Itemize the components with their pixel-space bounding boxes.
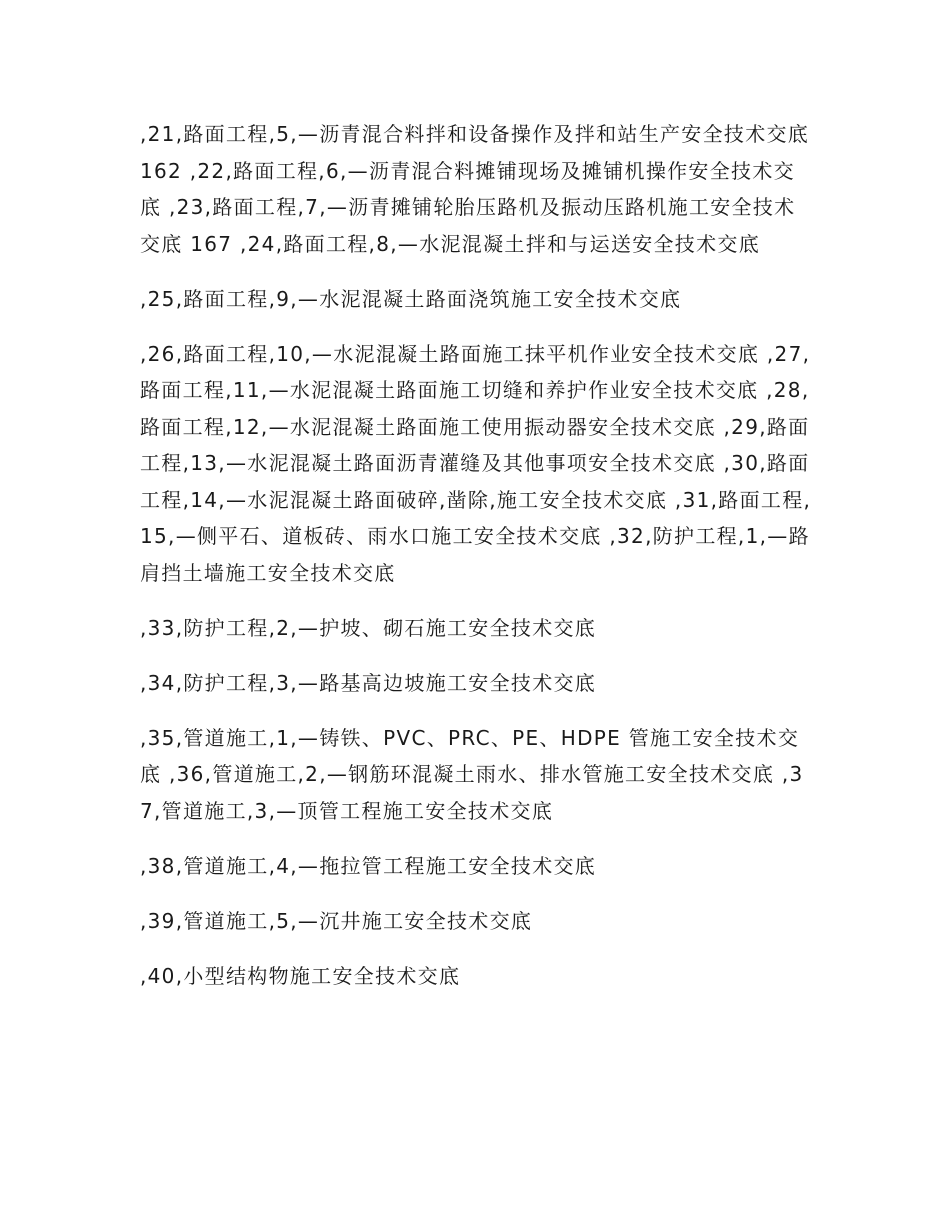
paragraph-1: ,21,路面工程,5,—沥青混合料拌和设备操作及拌和站生产安全技术交底 162 ,22,路面工程,6,—沥青混合料摊铺现场及摊铺机操作安全技术交底 ,23,路面工程,7,—沥青摊铺轮胎压路机及振动压路机施工安全技术交底 167 ,24,路面工程,8,—水泥混凝土拌和与运送安全技术交底	[140, 122, 810, 256]
paragraph-2: ,25,路面工程,9,—水泥混凝土路面浇筑施工安全技术交底	[140, 286, 682, 311]
paragraph-5: ,34,防护工程,3,—路基高边坡施工安全技术交底	[140, 670, 597, 695]
paragraph-9: ,40,小型结构物施工安全技术交底	[140, 963, 461, 988]
paragraph-6: ,35,管道施工,1,—铸铁、PVC、PRC、PE、HDPE 管施工安全技术交底 ,36,管道施工,2,—钢筋环混凝土雨水、排水管施工安全技术交底 ,37,管道施工,3,—顶管工程施工安全技术交底	[140, 725, 804, 823]
paragraph-7: ,38,管道施工,4,—拖拉管工程施工安全技术交底	[140, 853, 597, 878]
paragraph-8: ,39,管道施工,5,—沉井施工安全技术交底	[140, 908, 533, 933]
paragraph-4: ,33,防护工程,2,—护坡、砌石施工安全技术交底	[140, 615, 597, 640]
paragraph-3: ,26,路面工程,10,—水泥混凝土路面施工抹平机作业安全技术交底 ,27,路面工程,11,—水泥混凝土路面施工切缝和养护作业安全技术交底 ,28,路面工程,12,—水泥混凝土路面施工使用振动器安全技术交底 ,29,路面工程,13,—水泥混凝土路面沥青灌缝及其他事项安全技术交底 ,30,路面工程,14,—水泥混凝土路面破碎,凿除,施工安全技术交底 ,31,路面工程,15,—侧平石、道板砖、雨水口施工安全技术交底 ,32,防护工程,1,—路肩挡土墙施工安全技术交底	[140, 341, 812, 585]
document-body	[140, 116, 812, 1013]
